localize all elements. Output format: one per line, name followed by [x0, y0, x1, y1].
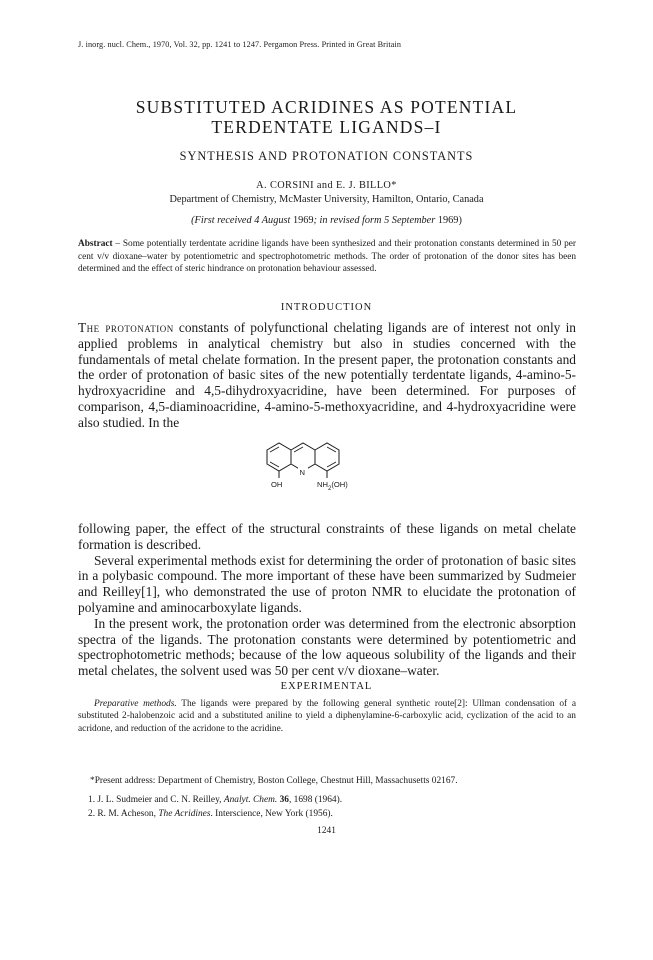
- introduction-paragraph-2: Several experimental methods exist for determining the order of protonation of basic sites in a polybasic compound. The more important of these have been summarized by Sudmeier and Reilley[1], who demonstrated the use of proton NMR to elucidate the protonation of polyamine and aminocarboxylate ligands.: [78, 552, 576, 615]
- received-first-date: 4 August: [251, 215, 293, 226]
- reference-2-authors: 2. R. M. Acheson,: [88, 809, 159, 819]
- reference-2: [88, 809, 333, 819]
- abstract-text: – Some potentially terdentate acridine ligands have been synthesized and their protonation constants determined in 50 per cent v/v dioxane–water by potentiometric and spectrophotometric methods. The order of protonation of the donor sites has been determined and the effect of steric hindrance on protonation behaviour assessed.: [78, 239, 576, 275]
- received-dates: [0, 215, 653, 226]
- reference-1: [88, 795, 342, 805]
- intro-lead: The protonation: [78, 320, 174, 335]
- reference-1-authors: 1. J. L. Sudmeier and C. N. Reilley,: [88, 795, 224, 805]
- amino-label-subscript: 2: [327, 486, 332, 492]
- abstract-label: Abstract: [78, 239, 113, 249]
- reference-1-details: , 1698 (1964).: [288, 795, 343, 805]
- amino-label-nh: NH: [317, 480, 328, 489]
- affiliation: Department of Chemistry, McMaster University, Hamilton, Ontario, Canada: [169, 194, 484, 205]
- experimental-heading: EXPERIMENTAL: [280, 681, 373, 692]
- preparative-methods-text: The ligands were prepared by the following general synthetic route[2]: Ullman condensation of a substituted 2-halobenzoic acid and a substituted aniline to yield a diphenylamine-6-carboxylic acid, cyclization of the acid to an acridone, and reduction of the acridone to the acridine.: [78, 699, 576, 734]
- reference-2-details: . Interscience, New York (1956).: [210, 809, 333, 819]
- received-revised-year: 1969): [437, 215, 462, 226]
- amino-label: [317, 480, 348, 492]
- hydroxy-label: OH: [271, 480, 283, 489]
- authors: A. CORSINI and E. J. BILLO*: [256, 180, 397, 191]
- reference-2-title: The Acridines: [158, 809, 211, 819]
- journal-header: J. inorg. nucl. Chem., 1970, Vol. 32, pp. 1241 to 1247. Pergamon Press. Printed in Great Britain: [78, 40, 402, 49]
- reference-1-volume: 36: [277, 795, 289, 805]
- amino-label-alt: (OH): [331, 480, 348, 489]
- page-number: 1241: [317, 826, 336, 836]
- introduction-continued: [78, 521, 576, 679]
- ring-nitrogen-label: N: [299, 468, 305, 477]
- abstract: [78, 238, 576, 276]
- received-first: (First received: [191, 215, 252, 226]
- title-line-2: TERDENTATE LIGANDS–I: [211, 117, 442, 137]
- intro-para1-continued: following paper, the effect of the structural constraints of these ligands on metal chelate formation is described.: [78, 521, 576, 552]
- preparative-methods-label: Preparative methods.: [94, 699, 177, 709]
- received-revised: ; in revised form: [313, 215, 385, 226]
- received-first-year: 1969: [292, 215, 314, 226]
- introduction-paragraph-1: [78, 320, 576, 431]
- experimental-paragraph: [78, 698, 576, 735]
- author-footnote: *Present address: Department of Chemistry, Boston College, Chestnut Hill, Massachusetts 02167.: [90, 776, 458, 786]
- title-line-1: SUBSTITUTED ACRIDINES AS POTENTIAL: [135, 97, 518, 117]
- intro-para1-text: constants of polyfunctional chelating ligands are of interest not only in applied problems in analytical chemistry but also in studies concerned with the fundamentals of metal chelate formation. In the present paper, the protonation constants and the order of protonation of basic sites of the new potentially terdentate ligands, 4-amino-5-hydroxyacridine and 4,5-dihydroxyacridine, have been determined. For purposes of comparison, 4,5-diaminoacridine, 4-amino-5-methoxyacridine, and 4-hydroxyacridine were also studied. In the: [78, 320, 576, 430]
- received-revised-date: 5 September: [384, 215, 438, 226]
- introduction-heading: INTRODUCTION: [280, 302, 373, 313]
- subtitle: SYNTHESIS AND PROTONATION CONSTANTS: [179, 149, 474, 163]
- introduction-paragraph-3: In the present work, the protonation order was determined from the electronic absorption spectra of the ligands. The protonation constants were determined by potentiometric and spectrophotometric methods; because of the low aqueous solubility of the ligands and their metal chelates, the solvent used was 50 per cent v/v dioxane–water.: [78, 615, 576, 679]
- reference-1-journal: Analyt. Chem.: [223, 795, 278, 805]
- acridine-structure: [265, 440, 385, 502]
